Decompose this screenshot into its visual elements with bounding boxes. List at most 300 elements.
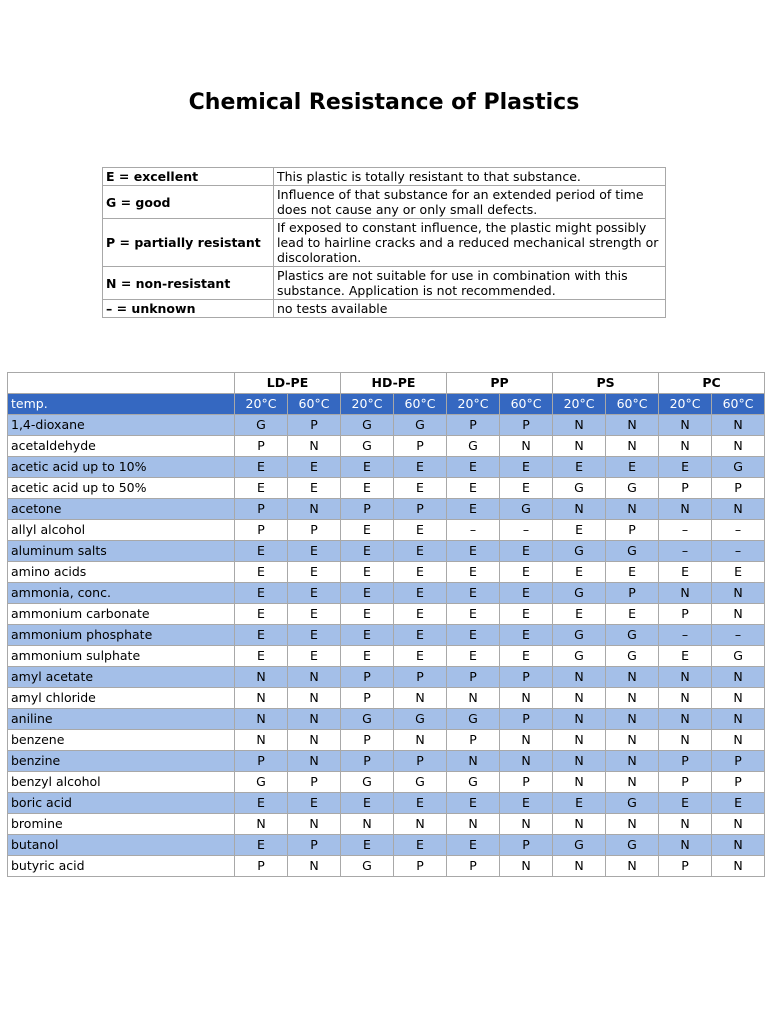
- rating-cell: E: [447, 478, 500, 499]
- rating-cell: N: [288, 856, 341, 877]
- rating-cell: E: [288, 541, 341, 562]
- rating-cell: N: [606, 667, 659, 688]
- table-row: [8, 541, 765, 562]
- rating-cell: P: [500, 835, 553, 856]
- page-title: Chemical Resistance of Plastics: [188, 90, 580, 115]
- rating-cell: E: [394, 793, 447, 814]
- substance-name: benzene: [8, 730, 235, 751]
- rating-cell: E: [341, 562, 394, 583]
- substance-name: acetic acid up to 10%: [8, 457, 235, 478]
- rating-cell: G: [606, 541, 659, 562]
- rating-cell: –: [659, 625, 712, 646]
- rating-cell: P: [659, 478, 712, 499]
- substance-name: boric acid: [8, 793, 235, 814]
- rating-cell: P: [235, 499, 288, 520]
- rating-cell: N: [553, 667, 606, 688]
- rating-cell: P: [394, 856, 447, 877]
- substance-name: butanol: [8, 835, 235, 856]
- rating-cell: E: [394, 541, 447, 562]
- rating-cell: N: [606, 730, 659, 751]
- rating-cell: N: [606, 688, 659, 709]
- rating-cell: G: [235, 772, 288, 793]
- rating-cell: N: [288, 709, 341, 730]
- rating-cell: E: [606, 562, 659, 583]
- rating-cell: P: [394, 499, 447, 520]
- rating-cell: N: [659, 709, 712, 730]
- rating-cell: N: [659, 730, 712, 751]
- rating-cell: G: [553, 625, 606, 646]
- rating-cell: E: [288, 793, 341, 814]
- rating-cell: E: [447, 604, 500, 625]
- rating-cell: P: [447, 667, 500, 688]
- rating-cell: E: [500, 457, 553, 478]
- rating-cell: E: [447, 583, 500, 604]
- rating-cell: P: [659, 604, 712, 625]
- rating-cell: E: [447, 457, 500, 478]
- rating-cell: N: [288, 814, 341, 835]
- rating-cell: P: [500, 415, 553, 436]
- rating-cell: E: [235, 625, 288, 646]
- rating-cell: N: [288, 751, 341, 772]
- rating-cell: E: [659, 457, 712, 478]
- table-row: [8, 436, 765, 457]
- rating-cell: P: [606, 583, 659, 604]
- rating-cell: N: [553, 730, 606, 751]
- rating-cell: E: [606, 457, 659, 478]
- rating-cell: E: [394, 625, 447, 646]
- rating-cell: E: [500, 646, 553, 667]
- temp-cell: 60°C: [394, 394, 447, 415]
- legend-key: G = good: [103, 186, 274, 219]
- substance-name: acetaldehyde: [8, 436, 235, 457]
- legend-key: P = partially resistant: [103, 219, 274, 267]
- rating-cell: E: [341, 541, 394, 562]
- rating-cell: N: [712, 415, 765, 436]
- rating-cell: E: [288, 583, 341, 604]
- temp-cell: 60°C: [712, 394, 765, 415]
- rating-cell: N: [553, 709, 606, 730]
- table-row: [8, 520, 765, 541]
- rating-cell: G: [447, 772, 500, 793]
- rating-cell: N: [712, 604, 765, 625]
- rating-cell: P: [235, 751, 288, 772]
- rating-cell: P: [235, 520, 288, 541]
- rating-cell: N: [606, 436, 659, 457]
- rating-cell: P: [341, 730, 394, 751]
- rating-cell: P: [394, 667, 447, 688]
- group-header-ldpe: LD-PE: [235, 373, 341, 394]
- rating-cell: G: [553, 646, 606, 667]
- rating-cell: E: [394, 562, 447, 583]
- rating-cell: N: [500, 730, 553, 751]
- rating-cell: E: [712, 793, 765, 814]
- rating-cell: N: [659, 415, 712, 436]
- rating-cell: N: [235, 730, 288, 751]
- rating-cell: P: [712, 751, 765, 772]
- substance-name: ammonium phosphate: [8, 625, 235, 646]
- rating-cell: G: [394, 415, 447, 436]
- substance-name: ammonium sulphate: [8, 646, 235, 667]
- rating-cell: E: [394, 604, 447, 625]
- rating-cell: E: [659, 793, 712, 814]
- substance-name: ammonia, conc.: [8, 583, 235, 604]
- temp-cell: 60°C: [500, 394, 553, 415]
- rating-cell: E: [341, 646, 394, 667]
- rating-cell: –: [712, 541, 765, 562]
- table-row: [8, 835, 765, 856]
- rating-cell: E: [500, 541, 553, 562]
- table-row: [8, 856, 765, 877]
- temp-cell: 20°C: [553, 394, 606, 415]
- table-row: [8, 772, 765, 793]
- rating-cell: E: [500, 793, 553, 814]
- table-row: [8, 688, 765, 709]
- rating-cell: E: [447, 793, 500, 814]
- rating-cell: N: [712, 814, 765, 835]
- rating-cell: P: [341, 751, 394, 772]
- substance-name: amyl acetate: [8, 667, 235, 688]
- rating-cell: E: [447, 541, 500, 562]
- legend-description: no tests available: [274, 300, 666, 318]
- table-row: [8, 499, 765, 520]
- rating-cell: N: [606, 709, 659, 730]
- rating-cell: G: [447, 436, 500, 457]
- rating-cell: E: [288, 562, 341, 583]
- group-header-pc: PC: [659, 373, 765, 394]
- rating-cell: N: [235, 667, 288, 688]
- rating-cell: G: [341, 772, 394, 793]
- rating-cell: E: [235, 793, 288, 814]
- rating-cell: N: [712, 856, 765, 877]
- rating-cell: N: [606, 499, 659, 520]
- rating-cell: N: [447, 751, 500, 772]
- rating-cell: N: [659, 499, 712, 520]
- substance-name: amino acids: [8, 562, 235, 583]
- rating-cell: E: [553, 604, 606, 625]
- rating-cell: N: [712, 709, 765, 730]
- rating-cell: P: [500, 709, 553, 730]
- substance-name: acetone: [8, 499, 235, 520]
- temp-label: temp.: [8, 394, 235, 415]
- rating-cell: E: [553, 457, 606, 478]
- rating-cell: N: [659, 436, 712, 457]
- rating-cell: N: [712, 436, 765, 457]
- rating-cell: E: [447, 625, 500, 646]
- rating-cell: N: [288, 499, 341, 520]
- rating-cell: –: [712, 520, 765, 541]
- rating-cell: G: [553, 541, 606, 562]
- table-row: [8, 751, 765, 772]
- rating-cell: P: [341, 667, 394, 688]
- substance-name: aniline: [8, 709, 235, 730]
- temp-header-row: [8, 394, 765, 415]
- table-row: [8, 625, 765, 646]
- rating-cell: P: [447, 856, 500, 877]
- rating-cell: N: [553, 436, 606, 457]
- rating-cell: E: [500, 583, 553, 604]
- rating-cell: E: [447, 646, 500, 667]
- rating-cell: P: [288, 772, 341, 793]
- rating-cell: E: [500, 625, 553, 646]
- rating-cell: E: [553, 562, 606, 583]
- rating-cell: P: [394, 436, 447, 457]
- rating-cell: G: [341, 856, 394, 877]
- table-row: [8, 457, 765, 478]
- rating-cell: P: [500, 772, 553, 793]
- rating-cell: N: [606, 856, 659, 877]
- rating-cell: P: [712, 772, 765, 793]
- table-row: [8, 646, 765, 667]
- rating-cell: G: [394, 772, 447, 793]
- rating-cell: N: [606, 751, 659, 772]
- rating-cell: N: [500, 856, 553, 877]
- rating-cell: N: [712, 499, 765, 520]
- rating-cell: N: [553, 814, 606, 835]
- substance-name: acetic acid up to 50%: [8, 478, 235, 499]
- substance-name: amyl chloride: [8, 688, 235, 709]
- group-header-ps: PS: [553, 373, 659, 394]
- rating-cell: N: [394, 814, 447, 835]
- rating-cell: G: [606, 478, 659, 499]
- rating-cell: P: [447, 730, 500, 751]
- rating-cell: N: [659, 814, 712, 835]
- rating-cell: G: [394, 709, 447, 730]
- rating-cell: N: [394, 730, 447, 751]
- rating-cell: P: [394, 751, 447, 772]
- rating-cell: E: [500, 562, 553, 583]
- rating-cell: E: [447, 499, 500, 520]
- legend-row: [103, 267, 666, 300]
- rating-cell: E: [341, 625, 394, 646]
- rating-cell: P: [288, 415, 341, 436]
- rating-cell: E: [659, 562, 712, 583]
- legend-description: This plastic is totally resistant to that substance.: [274, 168, 666, 186]
- rating-cell: N: [606, 772, 659, 793]
- rating-cell: N: [553, 772, 606, 793]
- group-header-pp: PP: [447, 373, 553, 394]
- rating-cell: P: [659, 772, 712, 793]
- rating-cell: N: [606, 814, 659, 835]
- rating-cell: N: [553, 856, 606, 877]
- rating-cell: P: [341, 499, 394, 520]
- rating-cell: N: [712, 730, 765, 751]
- rating-cell: E: [235, 541, 288, 562]
- rating-cell: G: [341, 709, 394, 730]
- rating-cell: G: [606, 625, 659, 646]
- table-row: [8, 667, 765, 688]
- substance-name: benzyl alcohol: [8, 772, 235, 793]
- rating-cell: E: [341, 457, 394, 478]
- temp-cell: 60°C: [606, 394, 659, 415]
- rating-cell: E: [288, 625, 341, 646]
- rating-cell: P: [235, 436, 288, 457]
- rating-cell: E: [235, 583, 288, 604]
- rating-cell: G: [341, 415, 394, 436]
- substance-name: aluminum salts: [8, 541, 235, 562]
- rating-cell: N: [659, 688, 712, 709]
- rating-cell: N: [553, 499, 606, 520]
- rating-cell: E: [341, 520, 394, 541]
- table-row: [8, 604, 765, 625]
- rating-cell: E: [394, 835, 447, 856]
- rating-cell: E: [341, 583, 394, 604]
- rating-cell: E: [447, 562, 500, 583]
- rating-cell: E: [235, 478, 288, 499]
- legend-table: [102, 167, 666, 318]
- legend-key: N = non-resistant: [103, 267, 274, 300]
- header-blank: [8, 373, 235, 394]
- rating-cell: N: [500, 688, 553, 709]
- rating-cell: N: [659, 667, 712, 688]
- rating-cell: E: [712, 562, 765, 583]
- rating-cell: N: [659, 835, 712, 856]
- rating-cell: E: [235, 646, 288, 667]
- rating-cell: E: [394, 457, 447, 478]
- legend-key: E = excellent: [103, 168, 274, 186]
- rating-cell: N: [235, 814, 288, 835]
- legend-row: [103, 219, 666, 267]
- rating-cell: G: [553, 835, 606, 856]
- rating-cell: G: [712, 457, 765, 478]
- rating-cell: N: [341, 814, 394, 835]
- rating-cell: E: [394, 583, 447, 604]
- substance-name: ammonium carbonate: [8, 604, 235, 625]
- rating-cell: E: [341, 604, 394, 625]
- rating-cell: –: [500, 520, 553, 541]
- rating-cell: N: [288, 667, 341, 688]
- substance-name: bromine: [8, 814, 235, 835]
- legend-row: [103, 186, 666, 219]
- rating-cell: E: [288, 478, 341, 499]
- table-row: [8, 478, 765, 499]
- rating-cell: E: [394, 478, 447, 499]
- rating-cell: N: [394, 688, 447, 709]
- rating-cell: P: [500, 667, 553, 688]
- resistance-table: [7, 372, 765, 877]
- rating-cell: E: [235, 835, 288, 856]
- rating-cell: P: [288, 835, 341, 856]
- rating-cell: N: [235, 688, 288, 709]
- rating-cell: E: [553, 520, 606, 541]
- rating-cell: G: [606, 835, 659, 856]
- legend-description: Influence of that substance for an extended period of time does not cause any or only small defects.: [274, 186, 666, 219]
- temp-cell: 20°C: [341, 394, 394, 415]
- rating-cell: N: [500, 436, 553, 457]
- rating-cell: G: [553, 583, 606, 604]
- rating-cell: P: [235, 856, 288, 877]
- rating-cell: E: [288, 457, 341, 478]
- rating-cell: P: [288, 520, 341, 541]
- rating-cell: –: [712, 625, 765, 646]
- rating-cell: P: [606, 520, 659, 541]
- rating-cell: E: [394, 520, 447, 541]
- substance-name: allyl alcohol: [8, 520, 235, 541]
- temp-cell: 20°C: [235, 394, 288, 415]
- rating-cell: N: [288, 730, 341, 751]
- rating-cell: E: [288, 604, 341, 625]
- legend-description: If exposed to constant influence, the plastic might possibly lead to hairline cracks and a reduced mechanical strength or discoloration.: [274, 219, 666, 267]
- temp-cell: 20°C: [447, 394, 500, 415]
- legend-description: Plastics are not suitable for use in combination with this substance. Application is not recommended.: [274, 267, 666, 300]
- table-row: [8, 814, 765, 835]
- group-header-row: [8, 373, 765, 394]
- legend-key: – = unknown: [103, 300, 274, 318]
- rating-cell: E: [288, 646, 341, 667]
- rating-cell: E: [341, 478, 394, 499]
- rating-cell: E: [235, 457, 288, 478]
- rating-cell: P: [712, 478, 765, 499]
- rating-cell: P: [659, 856, 712, 877]
- rating-cell: N: [659, 583, 712, 604]
- temp-cell: 60°C: [288, 394, 341, 415]
- rating-cell: E: [235, 562, 288, 583]
- rating-cell: N: [288, 688, 341, 709]
- rating-cell: N: [712, 583, 765, 604]
- rating-cell: –: [659, 520, 712, 541]
- rating-cell: G: [606, 793, 659, 814]
- rating-cell: P: [447, 415, 500, 436]
- substance-name: 1,4-dioxane: [8, 415, 235, 436]
- rating-cell: E: [500, 604, 553, 625]
- rating-cell: N: [235, 709, 288, 730]
- table-row: [8, 730, 765, 751]
- rating-cell: E: [606, 604, 659, 625]
- rating-cell: N: [500, 814, 553, 835]
- rating-cell: E: [235, 604, 288, 625]
- rating-cell: N: [553, 688, 606, 709]
- legend-row: [103, 168, 666, 186]
- substance-name: benzine: [8, 751, 235, 772]
- table-row: [8, 562, 765, 583]
- rating-cell: N: [447, 688, 500, 709]
- rating-cell: N: [553, 415, 606, 436]
- rating-cell: N: [500, 751, 553, 772]
- rating-cell: –: [659, 541, 712, 562]
- temp-cell: 20°C: [659, 394, 712, 415]
- rating-cell: E: [659, 646, 712, 667]
- rating-cell: P: [659, 751, 712, 772]
- rating-cell: E: [341, 835, 394, 856]
- rating-cell: N: [447, 814, 500, 835]
- rating-cell: N: [553, 751, 606, 772]
- rating-cell: G: [341, 436, 394, 457]
- table-row: [8, 709, 765, 730]
- table-row: [8, 583, 765, 604]
- rating-cell: E: [500, 478, 553, 499]
- rating-cell: G: [553, 478, 606, 499]
- rating-cell: G: [712, 646, 765, 667]
- rating-cell: N: [606, 415, 659, 436]
- rating-cell: N: [712, 835, 765, 856]
- rating-cell: N: [288, 436, 341, 457]
- group-header-hdpe: HD-PE: [341, 373, 447, 394]
- rating-cell: P: [341, 688, 394, 709]
- rating-cell: –: [447, 520, 500, 541]
- rating-cell: G: [606, 646, 659, 667]
- rating-cell: E: [394, 646, 447, 667]
- rating-cell: G: [447, 709, 500, 730]
- table-row: [8, 415, 765, 436]
- rating-cell: E: [341, 793, 394, 814]
- rating-cell: N: [712, 688, 765, 709]
- table-row: [8, 793, 765, 814]
- rating-cell: N: [712, 667, 765, 688]
- rating-cell: G: [235, 415, 288, 436]
- rating-cell: G: [500, 499, 553, 520]
- rating-cell: E: [553, 793, 606, 814]
- legend-row: [103, 300, 666, 318]
- rating-cell: E: [447, 835, 500, 856]
